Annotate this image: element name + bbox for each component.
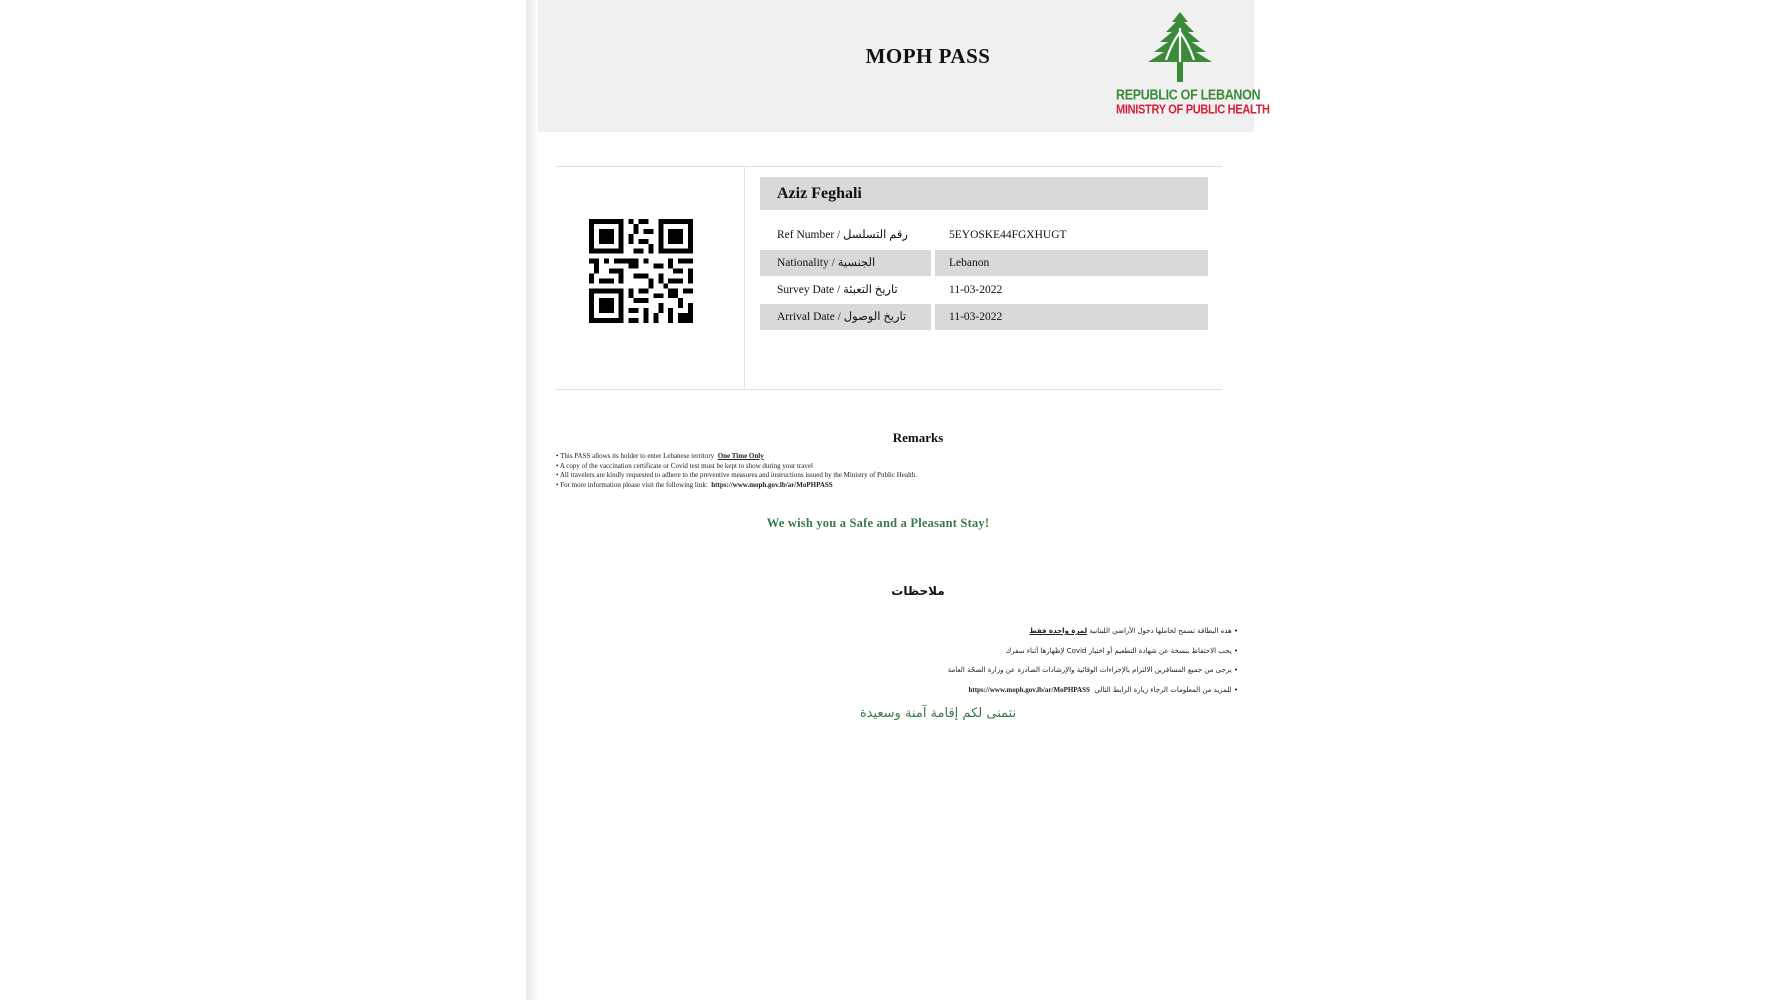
- survey-date-row: [760, 277, 1208, 303]
- nationality-row: [760, 250, 1208, 276]
- remark-item: • A copy of the vaccination certificate or Covid test must be kept to show during your travel: [556, 461, 813, 470]
- moph-pass-document: [538, 0, 1270, 1000]
- logo-country: REPUBLIC OF LEBANON: [1116, 86, 1261, 104]
- survey-date-value: 11-03-2022: [949, 284, 1003, 296]
- ref-number-row: [760, 222, 1208, 248]
- remark-text: • For more information please visit the following link:: [556, 480, 708, 489]
- remark-item: [556, 481, 1236, 491]
- remark-item-arabic: • يجب الاحتفاظ بنسخة عن شهادة التطعيم أو اختبار Covid لإظهارها أثناء سفرك: [1005, 646, 1238, 655]
- pass-title: MOPH PASS: [865, 44, 991, 68]
- remark-item: • All travelers are kindly requested to adhere to the preventive measures and instructions issued by the Ministry of Public Health.: [556, 471, 918, 480]
- remark-text-arabic: • للمزيد من المعلومات الرجاء زيارة الرابط التالي: [1094, 685, 1238, 694]
- remarks-heading-arabic: ملاحظات: [891, 584, 945, 598]
- remark-item: [556, 452, 1236, 462]
- cedar-tree-icon: [1140, 8, 1220, 84]
- survey-date-label: Survey Date / تاريخ التعبئة: [777, 284, 898, 296]
- remarks-heading: Remarks: [892, 430, 944, 445]
- ref-number-label: Ref Number / رقم التسلسل: [777, 229, 908, 241]
- nationality-value: Lebanon: [935, 250, 1208, 276]
- remark-item-arabic: • يرجى من جميع المسافرين الالتزام بالإجراءات الوقائية والإرشادات الصادرة عن وزارة الصحّة العامة: [947, 666, 1238, 675]
- remark-item-arabic: [738, 622, 1238, 642]
- ministry-logo: [1116, 8, 1270, 124]
- card-divider: [744, 167, 745, 389]
- remark-emphasis-arabic: لمرة واحدة فقط: [1029, 627, 1088, 635]
- qr-code-icon: [589, 219, 693, 323]
- logo-ministry: MINISTRY OF PUBLIC HEALTH: [1116, 103, 1270, 117]
- pass-info-card: [556, 166, 1222, 390]
- moph-pass-link[interactable]: https://www.moph.gov.lb/ar/MoPHPASS: [711, 480, 833, 489]
- remark-emphasis: One Time Only: [717, 452, 764, 460]
- moph-pass-link-arabic[interactable]: https://www.moph.gov.lb/ar/MoPHPASS: [968, 685, 1090, 694]
- pass-header: [538, 0, 1270, 132]
- remarks-list: [556, 452, 1236, 490]
- remarks-list-arabic: [738, 622, 1238, 700]
- arrival-date-label: Arrival Date / تاريخ الوصول: [760, 304, 931, 330]
- wish-message-arabic: نتمنى لكم إقامة آمنة وسعيدة: [859, 706, 1017, 721]
- remark-text-arabic: • هذه البطاقة تسمح لحاملها دخول الأراضي اللبنانية: [1089, 627, 1238, 635]
- arrival-date-row: [760, 304, 1208, 330]
- remark-item-arabic: [738, 681, 1238, 701]
- holder-name: Aziz Feghali: [760, 177, 1208, 210]
- ref-number-value: 5EYOSKE44FGXHUGT: [949, 229, 1067, 241]
- page-edge-shadow: [526, 0, 538, 1000]
- remark-text: • This PASS allows its holder to enter Lebanese territory: [556, 452, 715, 460]
- arrival-date-value: 11-03-2022: [935, 304, 1208, 330]
- wish-message: We wish you a Safe and a Pleasant Stay!: [766, 516, 990, 530]
- nationality-label: Nationality / الجنسية: [760, 250, 931, 276]
